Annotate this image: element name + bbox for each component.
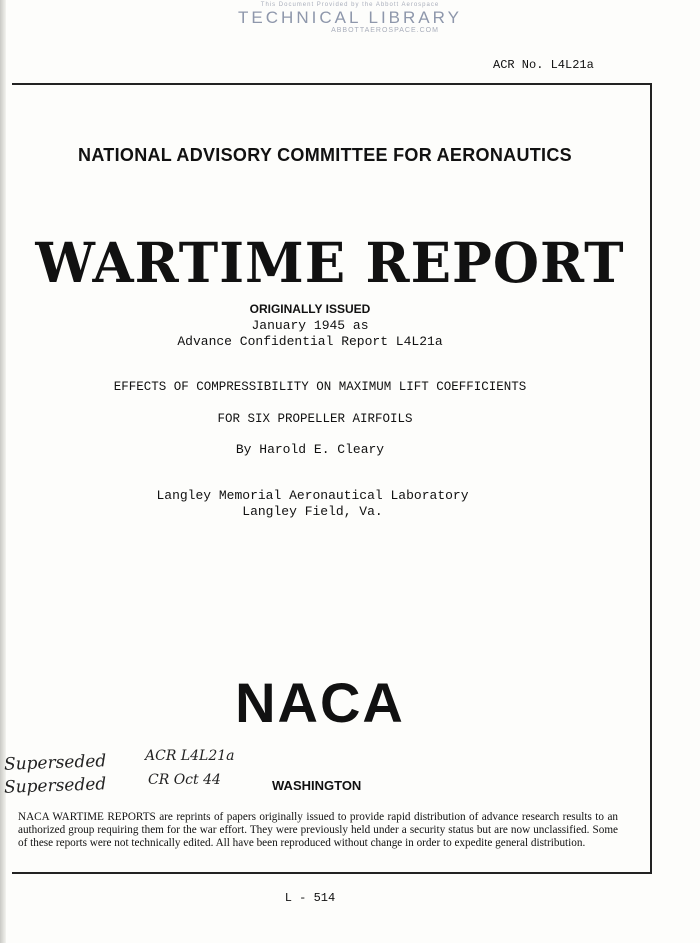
scan-edge <box>0 0 6 943</box>
watermark-url: ABBOTTAEROSPACE.COM <box>331 27 439 34</box>
handwritten-date-note: CR Oct 44 <box>148 772 221 788</box>
author: By Harold E. Cleary <box>235 442 385 457</box>
handwritten-note-1: Superseded <box>3 751 107 775</box>
watermark-title: TECHNICAL LIBRARY <box>238 8 462 27</box>
frame-bottom-rule <box>12 872 652 874</box>
frame-top-rule <box>12 83 652 85</box>
notice-paragraph <box>18 811 618 850</box>
acr-number: ACR No. L4L21a <box>493 58 594 72</box>
naca-logo: NACA <box>235 671 405 734</box>
notice-text: NACA WARTIME REPORTS are reprints of papers originally issued to provide rapid distribution of advance research results to an authorized group requiring them for the war effort. They were previously held under a security status but are now unclassified. Some of these reports were not technically edited. All have been reproduced without change in order to expedite general distribution. <box>18 811 618 849</box>
page-number: L - 514 <box>284 891 336 905</box>
laboratory: Langley Memorial Aeronautical Laboratory <box>156 488 469 503</box>
original-issue-date: January 1945 as <box>251 318 369 333</box>
location: Langley Field, Va. <box>242 504 383 519</box>
report-title-line-2: FOR SIX PROPELLER AIRFOILS <box>217 412 413 426</box>
original-designation: Advance Confidential Report L4L21a <box>177 334 443 349</box>
report-title-line-1: EFFECTS OF COMPRESSIBILITY ON MAXIMUM LIFT COEFFICIENTS <box>113 380 527 394</box>
watermark-top-line: This Document Provided by the Abbott Aerospace <box>260 2 440 8</box>
originally-issued-label: ORIGINALLY ISSUED <box>249 302 371 316</box>
committee-name: NATIONAL ADVISORY COMMITTEE FOR AERONAUTICS <box>78 145 572 165</box>
city: WASHINGTON <box>272 778 362 793</box>
handwritten-acr-note: ACR L4L21a <box>145 748 235 764</box>
frame-right-rule <box>650 83 652 873</box>
report-type-title: WARTIME REPORT <box>35 230 625 296</box>
handwritten-note-2: Superseded <box>3 774 107 798</box>
